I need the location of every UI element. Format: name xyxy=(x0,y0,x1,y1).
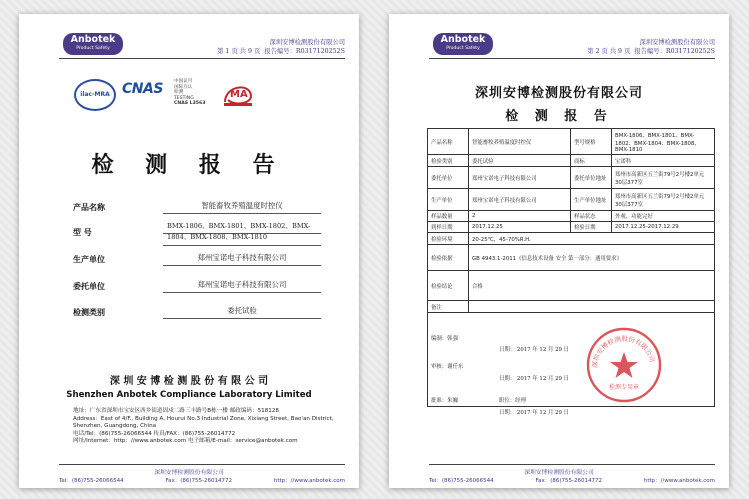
cell-value: 郑州宝诺电子科技有限公司 xyxy=(469,167,571,189)
lab-contact-block xyxy=(73,408,337,446)
report-number: 报告编号：R0317120252S xyxy=(264,47,345,55)
cell-label: 委托单位 xyxy=(428,167,469,189)
accreditation-badges xyxy=(74,77,314,111)
signature-cell xyxy=(428,313,715,407)
cell-label: 商标 xyxy=(571,155,612,167)
cell-value xyxy=(469,301,715,313)
seal-subtext: 检测专用章 xyxy=(608,384,640,391)
report-summary-table xyxy=(427,128,715,407)
underline xyxy=(163,245,321,246)
lab-name-cn: 深 圳 安 博 检 测 股 份 有 限 公 司 xyxy=(109,376,269,387)
cell-value: 委托试验 xyxy=(469,155,571,167)
cell-value: 郑州市高新区五兰街79号2号楼2单元30层377室 xyxy=(612,167,715,189)
seal-text: 深圳安博检测股份有限公司 xyxy=(590,334,657,369)
summary-report-title: 检 测 报 告 xyxy=(505,109,613,124)
header-company: 深圳安博检测股份有限公司 xyxy=(639,39,715,46)
table-row xyxy=(428,129,715,155)
summary-company-title: 深圳安博检测股份有限公司 xyxy=(474,86,643,101)
field-label-manufacturer: 生产单位 xyxy=(73,255,105,264)
cell-label: 生产单位地址 xyxy=(571,189,612,211)
cnas-text: 中国认可 国际互认 检测 TESTING CNAS L3563 xyxy=(174,79,206,107)
table-row xyxy=(428,233,715,245)
underline xyxy=(163,213,321,214)
tel-fax: 电话/Tel：(86)755-26066544 传真/FAX：(86)755-26014772 xyxy=(73,430,236,437)
address-en: Address：East of 4/F., Building A, Hourui No.3 Industrial Zone, Xixiang Street, Bao'an District, Shenzhen, Guangdong, China xyxy=(73,415,334,430)
anbotek-logo xyxy=(433,33,493,55)
prepared-date: 日期： 2017 年 12 月 29 日 xyxy=(499,347,570,353)
address-cn: 地址：广东省深圳市宝安区西乡街道固戍二路三丰路号B栋一楼 邮政编码：518128 xyxy=(73,408,279,414)
cma-logo xyxy=(220,78,256,108)
table-row xyxy=(428,301,715,313)
cell-label: 检验类别 xyxy=(428,155,469,167)
field-label-client: 委托单位 xyxy=(73,282,105,291)
web-email: 网址/Internet：http：//www.anbotek.com 电子邮箱/E-mail：service@anbotek.com xyxy=(73,438,298,445)
footer-rule xyxy=(59,464,345,465)
table-row xyxy=(428,271,715,301)
table-row xyxy=(428,211,715,222)
header-rule xyxy=(59,58,345,59)
table-row xyxy=(428,313,715,407)
footer-contacts xyxy=(59,476,345,484)
approved-by: 批准：朱巍 xyxy=(431,398,458,404)
report-cover-page xyxy=(19,14,359,488)
header-company: 深圳安博检测股份有限公司 xyxy=(269,39,345,46)
cell-value: 20-25℃，45-70%R.H. xyxy=(469,233,715,245)
approved-role: 职位：经理 xyxy=(499,398,526,404)
logo-tag: Product Safety xyxy=(446,46,480,51)
table-row xyxy=(428,155,715,167)
cell-value: GB 4943.1-2011《信息技术设备 安全 第一部分：通用要求》 xyxy=(469,245,715,271)
field-label-test-type: 检测类别 xyxy=(73,308,105,317)
underline xyxy=(163,233,321,234)
cell-label: 检验日期 xyxy=(571,222,612,233)
cell-value: 郑州宝诺电子科技有限公司 xyxy=(469,189,571,211)
lab-name-en: Shenzhen Anbotek Compliance Laboratory Limited xyxy=(66,390,312,400)
cell-value: 宝诺科 xyxy=(612,155,715,167)
official-seal-stamp xyxy=(585,326,663,404)
field-value-product: 智能畜牧养殖温度时控仪 xyxy=(201,201,283,210)
footer-fax: Fax：(86)755-26014772 xyxy=(165,478,232,484)
ma-text: MA xyxy=(230,89,248,100)
cell-label: 检验依据 xyxy=(428,245,469,271)
report-number: 报告编号：R0317120252S xyxy=(634,47,715,55)
cell-value: 2017.12.25-2017.12.29 xyxy=(612,222,715,233)
report-summary-page xyxy=(389,14,729,488)
anbotek-logo xyxy=(63,33,123,55)
reviewed-by: 审核：谢任东 xyxy=(431,364,464,370)
cell-label: 备注 xyxy=(428,301,469,313)
field-value-manufacturer: 郑州宝诺电子科技有限公司 xyxy=(197,253,287,262)
cell-label: 检验环境 xyxy=(428,233,469,245)
underline xyxy=(163,265,321,266)
table-row xyxy=(428,167,715,189)
cell-label: 型号规格 xyxy=(571,129,612,155)
ilac-mra-logo: ilac-MRA xyxy=(74,79,116,111)
reviewed-date: 日期： 2017 年 12 月 29 日 xyxy=(499,376,570,382)
footer-company: 深圳安博检测股份有限公司 xyxy=(524,470,594,476)
cell-label: 到样日期 xyxy=(428,222,469,233)
report-title: 检 测 报 告 xyxy=(91,152,287,178)
table-row xyxy=(428,222,715,233)
cell-label: 检验结论 xyxy=(428,271,469,301)
footer-web: http：//www.anbotek.com xyxy=(643,478,715,484)
footer-contacts xyxy=(429,476,715,484)
cell-value: 合格 xyxy=(469,271,715,301)
footer-fax: Fax：(86)755-26014772 xyxy=(535,478,602,484)
field-label-model: 型 号 xyxy=(73,228,92,237)
footer-web: http：//www.anbotek.com xyxy=(273,478,345,484)
prepared-by: 编制：韩强 xyxy=(431,336,458,342)
cell-label: 样品状态 xyxy=(571,211,612,222)
footer-rule xyxy=(429,464,715,465)
logo-name: Anbotek xyxy=(440,34,486,45)
field-value-model: BMX-1806、BMX-1801、BMX-1802、BMX-1804、BMX-1808、BMX-1810 xyxy=(167,222,311,241)
cell-label: 样品数量 xyxy=(428,211,469,222)
cnas-logo: CNAS xyxy=(122,81,163,97)
cell-value: 2 xyxy=(469,211,571,222)
logo-tag: Product Safety xyxy=(76,46,110,51)
cell-value: BMX-1806、BMX-1801、BMX-1802、BMX-1804、BMX-1808、BMX-1810 xyxy=(612,129,715,155)
cell-value: 2017.12.25 xyxy=(469,222,571,233)
table-row xyxy=(428,189,715,211)
logo-name: Anbotek xyxy=(70,34,116,45)
cell-value: 智能畜牧养殖温度时控仪 xyxy=(469,129,571,155)
underline xyxy=(163,292,321,293)
header-rule xyxy=(429,58,715,59)
page-header xyxy=(217,39,345,56)
table-row xyxy=(428,245,715,271)
underline xyxy=(163,318,321,319)
page-header xyxy=(587,39,715,56)
page-number: 第 1 页 共 9 页 xyxy=(217,47,261,55)
cell-label: 委托单位地址 xyxy=(571,167,612,189)
page-number: 第 2 页 共 9 页 xyxy=(587,47,631,55)
field-value-client: 郑州宝诺电子科技有限公司 xyxy=(197,280,287,289)
cell-value: 外观、功能完好 xyxy=(612,211,715,222)
field-label-product: 产品名称 xyxy=(73,203,105,212)
approved-date: 日期： 2017 年 12 月 29 日 xyxy=(499,410,570,416)
footer-tel: Tel：(86)755-26066544 xyxy=(59,478,124,484)
footer-company: 深圳安博检测股份有限公司 xyxy=(154,470,224,476)
field-value-test-type: 委托试验 xyxy=(227,306,257,315)
footer-tel: Tel：(86)755-26066544 xyxy=(429,478,494,484)
cell-label: 生产单位 xyxy=(428,189,469,211)
cell-value: 郑州市高新区五兰街79号2号楼2单元30层377室 xyxy=(612,189,715,211)
cell-label: 产品名称 xyxy=(428,129,469,155)
